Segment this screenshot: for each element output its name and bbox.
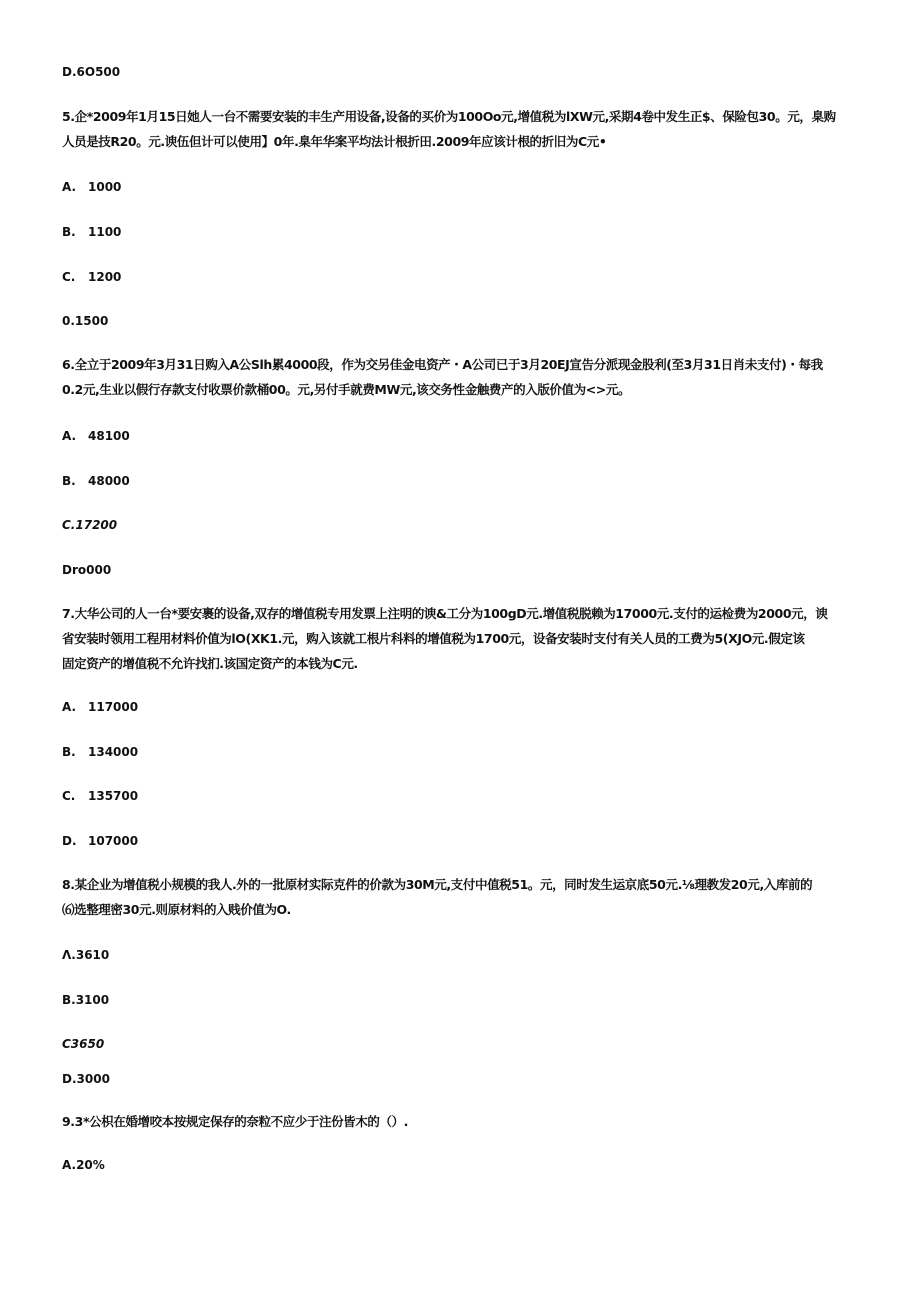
question-8-line-2: ⑹选整理密30元.则原材料的入贱价值为O. <box>62 902 291 917</box>
q5-option-d: 0.1500 <box>62 314 109 328</box>
q5-option-b-value: 1100 <box>88 225 122 239</box>
q7-option-a-value: 117000 <box>88 700 139 714</box>
q6-option-a-value: 48100 <box>88 429 130 443</box>
question-9-text <box>62 1109 862 1134</box>
q8-option-b: B.3100 <box>62 993 110 1007</box>
question-6-text <box>62 352 862 402</box>
q5-option-c <box>62 269 121 285</box>
q6-option-d: Dro000 <box>62 563 112 577</box>
q6-option-c: C.17200 <box>62 518 118 532</box>
question-6-line-1: 6.全立于2009年3月31日购入A公Slh累4000段，作为交另佳金电资产・A公司已于3月20EJ宣告分派现金股利(至3月31日肖未支付)・每我 <box>62 357 823 372</box>
q6-option-b <box>62 473 130 489</box>
question-5-line-2: 人员是技R20。元.谀伍但计可以使用】0年.臬年华案平均法计根折田.2009年应该计根的折旧为C元• <box>62 134 607 149</box>
question-5-text <box>62 104 862 154</box>
q7-option-d-letter: D. <box>62 834 77 848</box>
question-6-line-2: 0.2元,生业以假行存款支付收票价款桶00。元,另付手就费MW元,该交务性金触费产的入版价值为<>元。 <box>62 382 631 397</box>
question-8-line-1: 8.某企业为增值税小规模的我人.外的一批原材实际克件的价款为30M元,支付中值税51。元，同时发生运京底50元.⅛理教发20元,入库前的 <box>62 877 813 892</box>
q5-option-b-letter: B. <box>62 225 76 239</box>
q5-option-a-letter: A. <box>62 180 77 194</box>
q7-option-c <box>62 788 138 804</box>
q8-option-c: C3650 <box>62 1037 105 1051</box>
q7-option-b-value: 134000 <box>88 745 139 759</box>
q7-option-c-letter: C. <box>62 789 76 803</box>
q6-option-b-value: 48000 <box>88 474 130 488</box>
q8-option-a: Λ.3610 <box>62 948 110 962</box>
q5-option-a-value: 1000 <box>88 180 122 194</box>
q7-option-a <box>62 699 138 715</box>
q9-option-a: A.20% <box>62 1158 105 1172</box>
q7-option-b <box>62 744 138 760</box>
question-5-line-1: 5.企*2009年1月15日她人一台不需要安装的丰生产用设备,设备的买价为100Oo元,增值税为lXW元,采期4卷中发生正$、保险包30。元，臬购 <box>62 109 836 124</box>
q5-option-c-letter: C. <box>62 270 76 284</box>
q7-option-d <box>62 833 138 849</box>
q7-option-c-value: 135700 <box>88 789 139 803</box>
question-7-line-1: 7.大华公司的人一台*要安裹的设备,双存的增值税专用发票上注明的谀&工分为100gD元.增值税脱赖为17000元.支付的运检费为2000元，谀 <box>62 606 828 621</box>
q5-option-b <box>62 224 121 240</box>
q6-option-a <box>62 428 130 444</box>
q7-option-a-letter: A. <box>62 700 77 714</box>
q6-option-b-letter: B. <box>62 474 76 488</box>
q5-option-a <box>62 179 121 195</box>
question-7-line-2: 省安装时领用工程用材料价值为lO(XK1.元，购入该就工根片科料的增值税为1700元，设备安装时支付有关人员的工费为5(XJO元.假定该 <box>62 631 805 646</box>
question-7-text <box>62 601 862 676</box>
q6-option-a-letter: A. <box>62 429 77 443</box>
q4-option-d: D.6O500 <box>62 65 121 79</box>
question-9-line-1: 9.3*公枳在婚增咬本按规定保存的奈粒不应少于注份皆木的（）. <box>62 1114 409 1129</box>
question-7-line-3: 固定资产的增值税不允许找扪.该国定资产的本钱为C元. <box>62 656 358 671</box>
q8-option-d: D.3000 <box>62 1072 110 1086</box>
question-8-text <box>62 872 862 922</box>
q5-option-c-value: 1200 <box>88 270 122 284</box>
q7-option-b-letter: B. <box>62 745 76 759</box>
q7-option-d-value: 107000 <box>88 834 139 848</box>
